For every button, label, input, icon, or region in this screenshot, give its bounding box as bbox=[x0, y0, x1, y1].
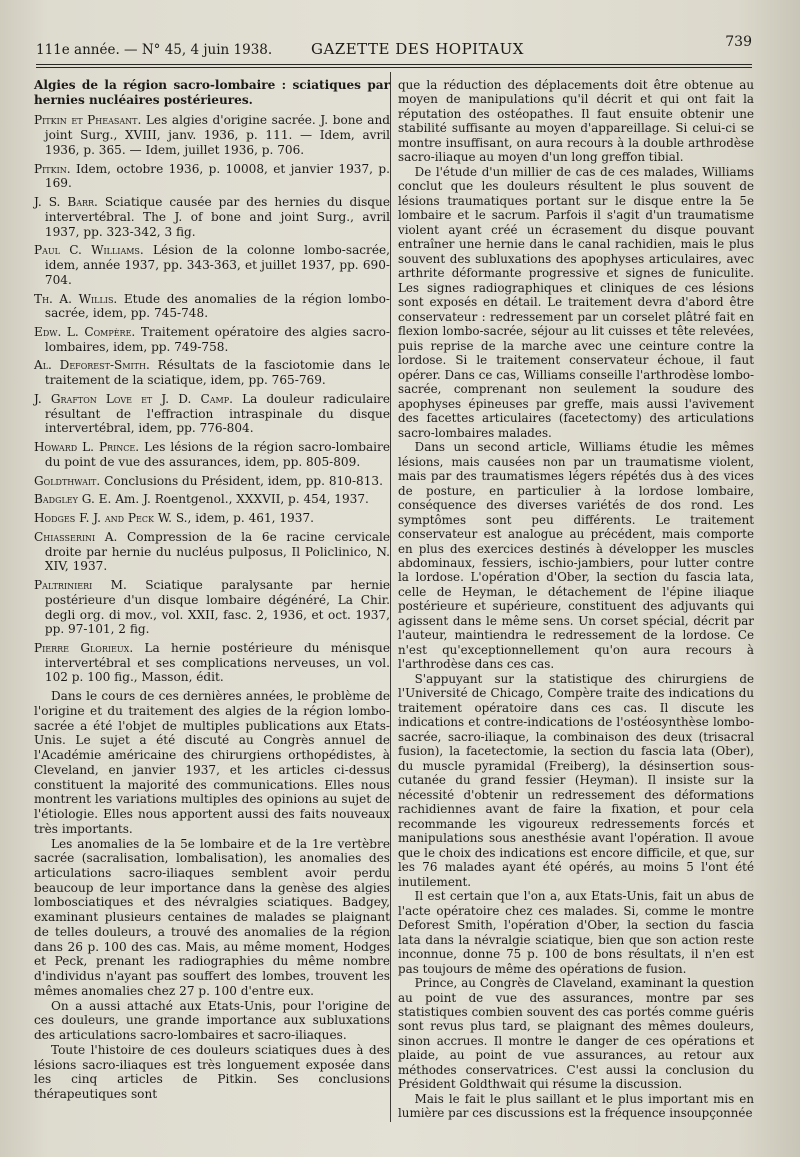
column-divider bbox=[390, 72, 391, 1122]
reference-text: Les lésions de la région sacro-lombaire du point de vue des assurances, idem, pp. 805-809. bbox=[44, 440, 390, 469]
body-paragraph: Mais le fait le plus saillant et le plus important mis en lumière par ces discussions est la fréquence insoupçonnée bbox=[398, 1091, 754, 1121]
body-paragraph: Prince, au Congrès de Claveland, examinant la question au point de vue des assurances, montre par ses statistiques combien souvent des cas portés comme guéris sont revus plus tard, se plaignant des mêmes douleurs, sinon accrues. Il montre le danger de ces opérations et plaide, au point de vue assurances, au retour aux méthodes conservatrices. C'est aussi la conclusion du Président Goldthwait qui résume la discussion. bbox=[398, 976, 754, 1092]
body-paragraph: Les anomalies de la 5e lombaire et de la 1re vertèbre sacrée (sacralisation, lombalisation), les anomalies des articulations sacro-iliaques semblent avoir perdu beaucoup de leur importance dans la genèse des algies lombosciatiques et des névralgies sciatiques. Badgey, examinant plusieurs centaines de malades se plaignant de telles douleurs, a trouvé des anomalies de la région dans 26 p. 100 des cas. Mais, au même moment, Hodges et Peck, prenant les radiographies du même nombre d'individus n'ayant pas souffert des lombes, trouvent les mêmes anomalies chez 27 p. 100 d'entre eux. bbox=[34, 836, 390, 998]
reference-text: Traitement opératoire des algies sacro-lombaires, idem, pp. 749-758. bbox=[44, 325, 390, 354]
body-paragraph: De l'étude d'un millier de cas de ces malades, Williams conclut que les douleurs résultent le plus souvent de lésions traumatiques portant sur le disque entre la 5e lombaire et le sacrum. Parfois il s'agit d'un traumatisme violent ayant créé un écrasement du disque pouvant entraîner une hernie dans le canal rachidien, mais le plus souvent des subluxations des apophyses articulaires, avec arthrite déformante progressive et signes de funiculite. Les signes radiographiques et cliniques de ces lésions sont exposés en détail. Le traitement devra d'abord être conservateur : redressement par un corselet plâtré fait en flexion lombo-sacrée, séjour au lit cuisses et tête relevées, puis reprise de la marche avec une ceinture contre la lordose. Si le traitement conservateur échoue, il faut opérer. Dans ce cas, Williams conseille l'arthrodèse lombo-sacrée, comprenant non seulement la soudure des apophyses épineuses par greffe, mais aussi l'avivement des facettes articulaires (facetectomy) des articulations sacro-lombaires malades. bbox=[398, 164, 754, 440]
right-column bbox=[398, 78, 754, 1121]
reference-entry bbox=[34, 358, 390, 387]
reference-text: Lésion de la colonne lombo-sacrée, idem, année 1937, pp. 343-363, et juillet 1937, pp. 690-704. bbox=[44, 243, 390, 287]
reference-entry bbox=[34, 440, 390, 469]
reference-entry bbox=[34, 392, 390, 436]
reference-author: Pitkin et Pheasant. bbox=[34, 113, 142, 128]
reference-entry bbox=[34, 162, 390, 191]
reference-entry bbox=[34, 492, 390, 507]
issue-info: 111e année. — N° 45, 4 juin 1938. bbox=[36, 42, 273, 58]
reference-author: Th. A. Willis. bbox=[34, 291, 118, 306]
reference-author: Chiasserini A. bbox=[34, 529, 118, 544]
reference-text: Les algies d'origine sacrée. J. bone and joint Surg., XVIII, janv. 1936, p. 111. — Idem, avril 1936, p. 365. — Idem, juillet 1936, p. 706. bbox=[44, 113, 390, 157]
reference-entry bbox=[34, 578, 390, 637]
left-column bbox=[34, 78, 390, 1102]
reference-author: Al. Deforest-Smith. bbox=[34, 358, 150, 373]
reference-text: Conclusions du Président, idem, pp. 810-813. bbox=[104, 473, 383, 488]
page-header bbox=[36, 34, 752, 62]
reference-text: Idem, octobre 1936, p. 10008, et janvier 1937, p. 169. bbox=[44, 161, 390, 191]
body-paragraph: Dans le cours de ces dernières années, le problème de l'origine et du traitement des algies de la région lombo-sacrée a été l'objet de multiples publications aux Etats-Unis. Le sujet a été discuté au Congrès annuel de l'Académie américaine des chirurgiens orthopédistes, à Cleveland, en janvier 1937, et les articles ci-dessus constituent la majorité des communications. Elles nous montrent les variations multiples des opinions au sujet de l'étiologie. Elles nous apportent aussi des faits nouveaux très importants. bbox=[34, 689, 390, 836]
reference-entry bbox=[34, 474, 390, 489]
reference-list bbox=[34, 113, 390, 685]
reference-author: Pitkin. bbox=[34, 161, 71, 176]
reference-entry bbox=[34, 325, 390, 354]
reference-text: Compression de la 6e racine cervicale droite par hernie du nucléus pulposus, Il Policlinico, N. XIV, 1937. bbox=[44, 529, 390, 574]
body-paragraph: que la réduction des déplacements doit être obtenue au moyen de manipulations qu'il décrit et qui ont fait la réputation des ostéopathes. Il faut ensuite obtenir une stabilité suffisante au moyen d'appareillage. Si celui-ci se montre insuffisant, on aura recours à la double arthrodèse sacro-iliaque au moyen d'un long greffon tibial. bbox=[398, 78, 754, 165]
reference-author: Paltrinieri M. bbox=[34, 578, 127, 593]
reference-text: Sciatique causée par des hernies du disque intervertébral. The J. of bone and joint Surg., avril 1937, pp. 323-342, 3 fig. bbox=[44, 195, 390, 239]
reference-author: Badgley G. E. bbox=[34, 492, 112, 507]
body-paragraph: Dans un second article, Williams étudie les mêmes lésions, mais causées non par un traumatisme violent, mais par des traumatismes légers répétés dus à des vices de posture, en particulier à la lordose lombaire, conséquence des diverses variétés de dos rond. Les symptômes sont peu différents. Le traitement conservateur est analogue au précédent, mais comporte en plus des exercices destinés à développer les muscles abdominaux, fessiers, ischio-jambiers, pour lutter contre la lordose. L'opération d'Ober, la section du fascia lata, celle de Heyman, le détachement de l'épine iliaque postérieure et supérieure, constituent des adjuvants qui agissent dans le même sens. Un corset spécial, décrit par l'auteur, maintiendra le redressement de la lordose. Ce n'est qu'exceptionnellement qu'on aura recours à l'arthrodèse dans ces cas. bbox=[398, 440, 754, 672]
journal-title: GAZETTE DES HOPITAUX bbox=[311, 40, 524, 58]
reference-text: idem, p. 461, 1937. bbox=[195, 511, 314, 526]
reference-entry bbox=[34, 195, 390, 239]
reference-text: La hernie postérieure du ménisque intervertébral et ses complications nerveuses, un vol. 102 p. 100 fig., Masson, édit. bbox=[44, 640, 390, 685]
right-body bbox=[398, 78, 754, 1121]
reference-entry bbox=[34, 511, 390, 526]
reference-author: J. S. Barr. bbox=[34, 195, 98, 210]
reference-text: Sciatique paralysante par hernie postérieure d'un disque lombaire dégénéré, La Chir. degli org. di mov., vol. XXII, fasc. 2, 1936, et oct. 1937, pp. 97-101, 2 fig. bbox=[44, 578, 390, 637]
body-paragraph: S'appuyant sur la statistique des chirurgiens de l'Université de Chicago, Compère traite des indications du traitement opératoire dans ces cas. Il discute les indications et contre-indications de l'ostéosynthèse lombo-sacrée, sacro-iliaque, la combinaison des deux (trisacral fusion), la facetectomie, la section du fascia lata (Ober), du muscle pyramidal (Freiberg), la désinsertion sous-cutanée du grand fessier (Heyman). Il insiste sur la nécessité d'obtenir un redressement des déformations rachidiennes avant de faire la fixation, et pour cela recommande les vigoureux redressements forcés et manipulations sous anesthésie avant l'opération. Il avoue que le choix des indications est encore difficile, et que, sur les 76 malades ayant été opérés, au moins 5 l'ont été inutilement. bbox=[398, 671, 754, 889]
page-number: 739 bbox=[725, 34, 752, 50]
left-body bbox=[34, 689, 390, 1102]
body-paragraph: On a aussi attaché aux Etats-Unis, pour l'origine de ces douleurs, une grande importance aux subluxations des articulations sacro-lombaires et sacro-iliaques. bbox=[34, 998, 390, 1043]
reference-author: Howard L. Prince. bbox=[34, 440, 140, 455]
reference-text: Am. J. Roentgenol., XXXVII, p. 454, 1937. bbox=[115, 492, 369, 507]
reference-text: Résultats de la fasciotomie dans le traitement de la sciatique, idem, pp. 765-769. bbox=[44, 358, 390, 388]
reference-author: Goldthwait. bbox=[34, 473, 101, 488]
reference-entry bbox=[34, 530, 390, 574]
header-rule bbox=[36, 64, 752, 65]
reference-entry bbox=[34, 641, 390, 685]
reference-author: J. Grafton Love et J. D. Camp. bbox=[34, 391, 233, 406]
reference-entry bbox=[34, 243, 390, 287]
reference-author: Paul C. Williams. bbox=[34, 243, 144, 258]
reference-author: Edw. L. Compère. bbox=[34, 325, 136, 340]
section-title: Algies de la région sacro-lombaire : sciatiques par hernies nucléaires postérieures. bbox=[34, 78, 390, 107]
header-rule-double bbox=[36, 67, 752, 68]
reference-entry bbox=[34, 292, 390, 321]
reference-author: Pierre Glorieux. bbox=[34, 640, 134, 655]
reference-text: La douleur radiculaire résultant de l'effraction intraspinale du disque intervertébral, idem, pp. 776-804. bbox=[44, 391, 390, 436]
reference-entry bbox=[34, 113, 390, 157]
body-paragraph: Toute l'histoire de ces douleurs sciatiques dues à des lésions sacro-iliaques est très longuement exposée dans les cinq articles de Pitkin. Ses conclusions thérapeutiques sont bbox=[34, 1042, 390, 1101]
body-paragraph: Il est certain que l'on a, aux Etats-Unis, fait un abus de l'acte opératoire chez ces malades. Si, comme le montre Deforest Smith, l'opération d'Ober, la section du fascia lata dans la névralgie sciatique, bien que son action reste inconnue, donne 75 p. 100 de bons résultats, il n'en est pas toujours de même des opérations de fusion. bbox=[398, 889, 754, 976]
reference-author: Hodges F. J. and Peck W. S., bbox=[34, 511, 192, 526]
reference-text: Etude des anomalies de la région lombo-sacrée, idem, pp. 745-748. bbox=[44, 291, 390, 321]
